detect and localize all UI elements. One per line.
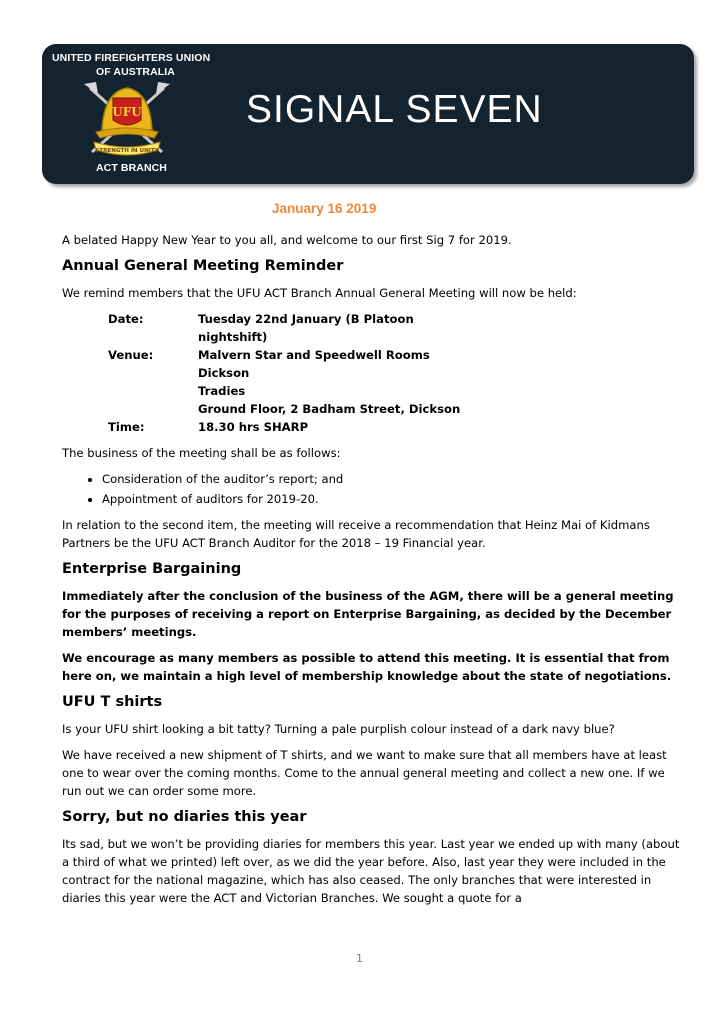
detail-value: Malvern Star and Speedwell Rooms Dickson [198, 348, 430, 380]
auditor-note: In relation to the second item, the meeting will receive a recommendation that Heinz Mai of Kidmans Partners be the UFU ACT Branch Auditor for the 2018 – 19 Financial year. [62, 518, 650, 550]
intro-paragraph: A belated Happy New Year to you all, and welcome to our first Sig 7 for 2019. [62, 233, 512, 247]
logo-motto: STRENGTH IN UNITY [95, 148, 159, 154]
logo-letters: UFU [112, 105, 142, 119]
page-number: 1 [356, 952, 363, 965]
eb-paragraph-1: Immediately after the conclusion of the business of the AGM, there will be a general meeting for the purposes of receiving a report on Enterprise Bargaining, as decided by the December members’ meetings. [62, 589, 674, 639]
detail-label: Venue: [108, 348, 154, 362]
branch-name: ACT BRANCH [96, 162, 167, 174]
tshirts-paragraph-2: We have received a new shipment of T shirts, and we want to make sure that all members have at least one to wear over the coming months. Come to the annual general meeting and collect a new one. If we run out we can order some more. [62, 748, 667, 798]
detail-row [108, 400, 478, 418]
detail-value: Tuesday 22nd January (B Platoon nightshift) [198, 312, 414, 344]
detail-label: Time: [108, 420, 145, 434]
tshirts-paragraph-1: Is your UFU shirt looking a bit tatty? Turning a pale purplish colour instead of a dark navy blue? [62, 722, 615, 736]
detail-value: Ground Floor, 2 Badham Street, Dickson [198, 402, 461, 416]
detail-row [108, 346, 478, 382]
detail-label: Date: [108, 312, 144, 326]
agm-heading: Annual General Meeting Reminder [62, 258, 344, 274]
tshirts-heading: UFU T shirts [62, 694, 163, 710]
newsletter-title: SIGNAL SEVEN [246, 88, 543, 131]
agenda-item: • Consideration of the auditor’s report; and [102, 470, 680, 488]
org-name-line1: UNITED FIREFIGHTERS UNION [52, 52, 211, 64]
detail-row [108, 310, 478, 346]
detail-value: 18.30 hrs SHARP [198, 420, 309, 434]
detail-label [108, 382, 198, 400]
agenda-item: • Appointment of auditors for 2019-20. [102, 490, 680, 508]
issue-date: January 16 2019 [272, 201, 377, 216]
eb-heading: Enterprise Bargaining [62, 561, 242, 577]
detail-value: Tradies [198, 384, 246, 398]
agm-details-table [108, 310, 478, 436]
agm-lead: We remind members that the UFU ACT Branch Annual General Meeting will now be held: [62, 286, 577, 300]
org-name-line2: OF AUSTRALIA [96, 66, 175, 78]
detail-row [108, 382, 478, 400]
newsletter-body [62, 231, 680, 915]
eb-paragraph-2: We encourage as many members as possible to attend this meeting. It is essential that from here on, we maintain a high level of membership knowledge about the state of negotiations. [62, 651, 672, 683]
detail-label [108, 400, 198, 418]
diaries-heading: Sorry, but no diaries this year [62, 809, 307, 825]
ufu-logo-icon [82, 80, 172, 164]
diaries-paragraph-1: Its sad, but we won’t be providing diaries for members this year. Last year we ended up with many (about a third of what we printed) left over, as we did the year before. Also, last year they were included in the contract for the national magazine, which has also ceased. The only branches that were interested in diaries this year were the ACT and Victorian Branches. We sought a quote for a [62, 837, 680, 905]
business-lead: The business of the meeting shall be as follows: [62, 446, 341, 460]
detail-row [108, 418, 478, 436]
agenda-list [62, 470, 680, 508]
